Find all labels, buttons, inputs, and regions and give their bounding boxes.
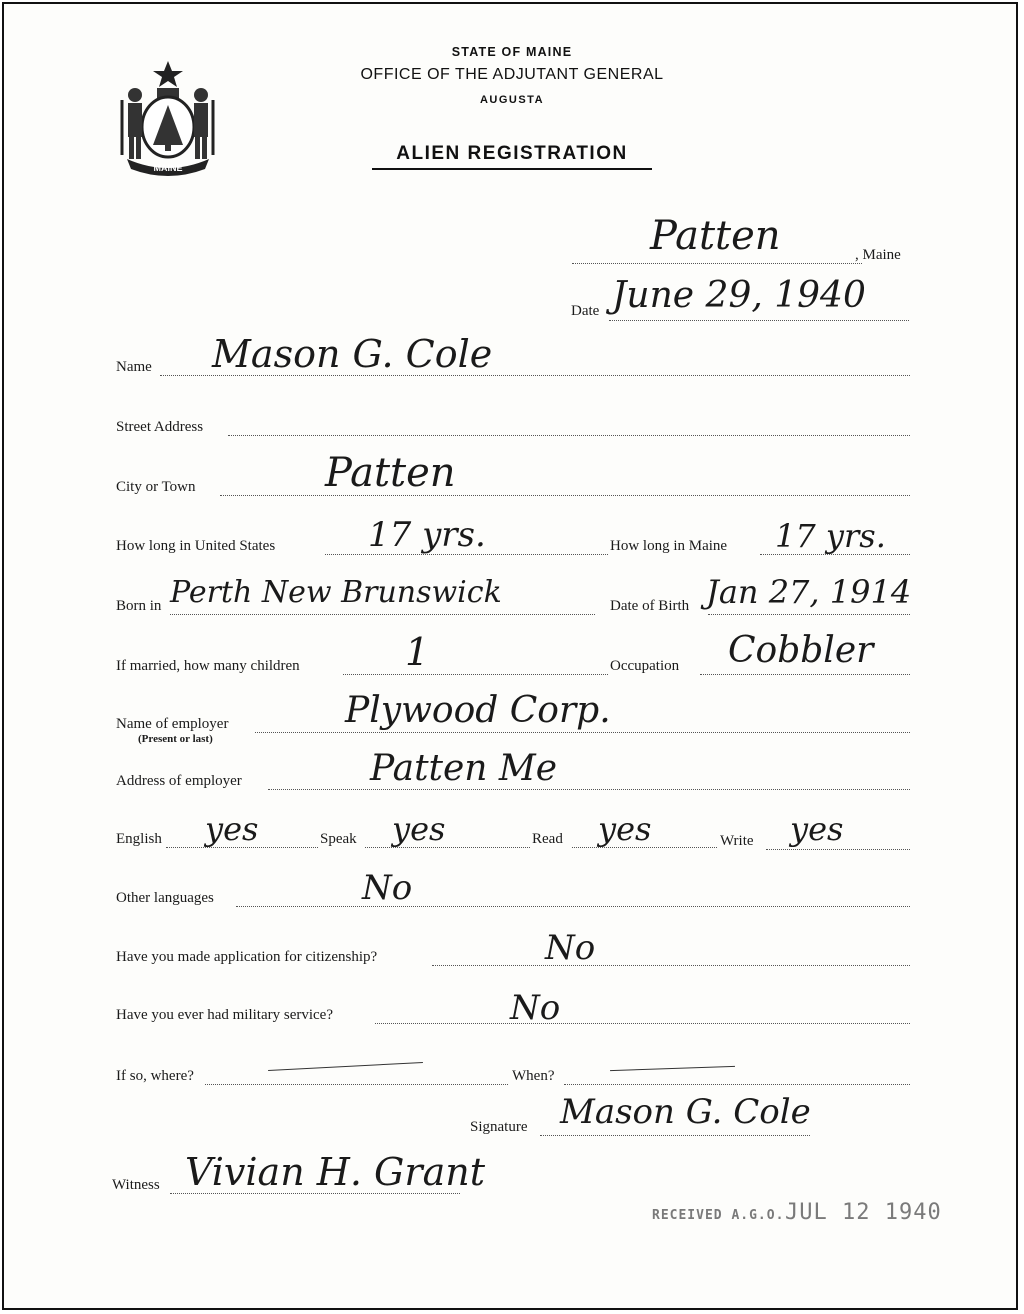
read-value: yes — [598, 810, 652, 848]
name-label: Name — [116, 359, 152, 375]
english-value: yes — [205, 810, 259, 848]
title-underline — [372, 168, 652, 170]
city-label: City or Town — [116, 479, 196, 495]
children-label: If married, how many children — [116, 658, 300, 674]
where-label: If so, where? — [116, 1068, 194, 1084]
military-label: Have you ever had military service? — [116, 1007, 333, 1023]
city-value: Patten — [325, 450, 456, 496]
children-value: 1 — [405, 630, 430, 674]
military-value: No — [510, 988, 561, 1028]
name-value: Mason G. Cole — [212, 332, 493, 376]
employer-address-value: Patten Me — [370, 748, 558, 789]
how-long-maine-value: 17 yrs. — [775, 517, 886, 555]
street-label: Street Address — [116, 419, 204, 435]
dob-label: Date of Birth — [610, 598, 690, 614]
witness-value: Vivian H. Grant — [185, 1150, 485, 1194]
speak-label: Speak — [320, 831, 357, 847]
english-label: English — [116, 831, 162, 847]
employer-label: Name of employer — [116, 716, 229, 732]
header-office: OFFICE OF THE ADJUTANT GENERAL — [360, 66, 664, 83]
employer-value: Plywood Corp. — [345, 690, 611, 731]
employer-sublabel: (Present or last) — [138, 733, 213, 745]
employer-address-label: Address of employer — [116, 773, 242, 789]
how-long-us-value: 17 yrs. — [368, 515, 486, 555]
seal-label: MAINE — [153, 163, 183, 173]
write-label: Write — [720, 833, 754, 849]
other-lang-value: No — [362, 868, 413, 908]
citizenship-label: Have you made application for citizenship? — [116, 949, 378, 965]
speak-value: yes — [392, 810, 446, 848]
how-long-maine-label: How long in Maine — [610, 538, 728, 554]
born-value: Perth New Brunswick — [170, 575, 502, 610]
dob-value: Jan 27, 1914 — [706, 573, 912, 611]
citizenship-value: No — [545, 928, 596, 968]
signature-value: Mason G. Cole — [560, 1092, 811, 1132]
town-value: Patten — [650, 213, 781, 259]
header-state: STATE OF MAINE — [451, 45, 573, 59]
header-city: AUGUSTA — [479, 94, 545, 106]
write-value: yes — [790, 810, 844, 848]
born-label: Born in — [116, 598, 162, 614]
date-value: June 29, 1940 — [612, 275, 866, 316]
received-date: JUL 12 1940 — [785, 1200, 942, 1225]
occupation-label: Occupation — [610, 658, 680, 674]
occupation-value: Cobbler — [728, 630, 874, 671]
page-title: ALIEN REGISTRATION — [396, 143, 628, 164]
other-lang-label: Other languages — [116, 890, 214, 906]
when-label: When? — [512, 1068, 555, 1084]
date-label: Date — [571, 303, 600, 319]
read-label: Read — [532, 831, 563, 847]
how-long-us-label: How long in United States — [116, 538, 276, 554]
state-suffix: , Maine — [855, 247, 901, 263]
signature-label: Signature — [470, 1119, 528, 1135]
witness-label: Witness — [112, 1177, 160, 1193]
received-stamp: RECEIVED A.G.O. — [652, 1208, 785, 1223]
